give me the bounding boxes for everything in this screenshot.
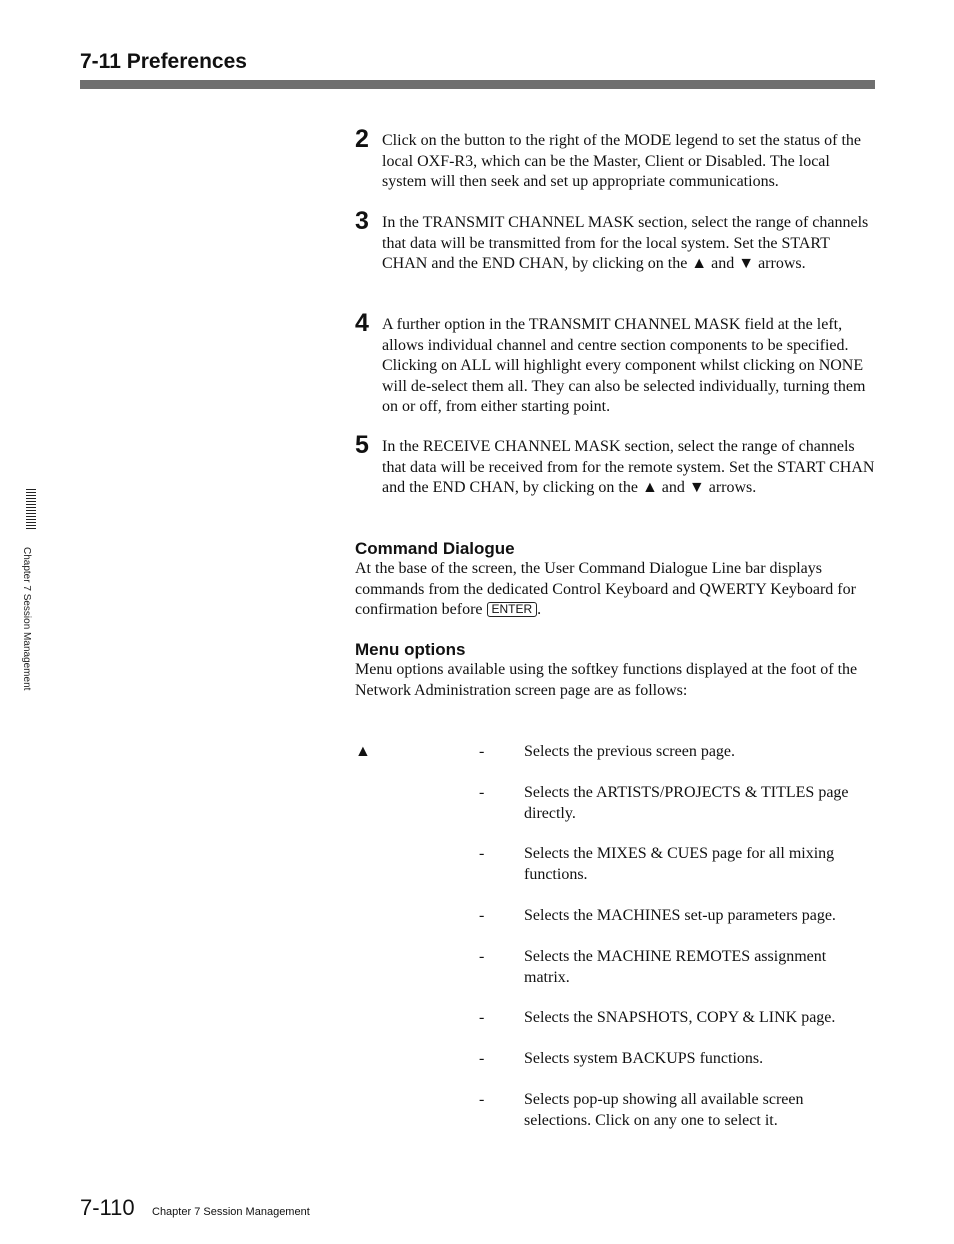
menu-dash: - xyxy=(479,1009,485,1026)
step-text: In the RECEIVE CHANNEL MASK section, select the range of channels that data will be received from for the remote system. Set the START CHAN and the END CHAN, by clicking on the ▲ and ▼ arrows. xyxy=(382,438,875,496)
step-number: 3 xyxy=(355,207,369,235)
menu-description: Selects the previous screen page. xyxy=(524,743,736,760)
footer-chapter: Chapter 7 Session Management xyxy=(152,1206,310,1218)
menu-description: Selects pop-up showing all available screen selections. Click on any one to select it. xyxy=(524,1091,804,1129)
up-arrow-icon: ▲ xyxy=(355,743,371,760)
step-5 xyxy=(355,431,875,499)
menu-dash: - xyxy=(479,845,485,862)
step-4 xyxy=(355,309,875,418)
command-dialogue-heading: Command Dialogue xyxy=(355,539,515,558)
step-3 xyxy=(355,207,875,275)
command-dialogue-text-before: At the base of the screen, the User Command Dialogue Line bar displays commands from the dedicated Control Keyboard and QWERTY Keyboard for confirmation before xyxy=(355,560,856,618)
menu-description: Selects the MACHINES set-up parameters page. xyxy=(524,907,836,924)
menu-description: Selects system BACKUPS functions. xyxy=(524,1050,764,1067)
menu-options-heading: Menu options xyxy=(355,640,466,659)
step-number: 5 xyxy=(355,431,369,459)
chapter-tab-marker xyxy=(26,489,36,531)
menu-dash: - xyxy=(479,1091,485,1108)
step-text: In the TRANSMIT CHANNEL MASK section, select the range of channels that data will be transmitted from for the local system. Set the START CHAN and the END CHAN, by clicking on the ▲ and ▼ arrows. xyxy=(382,214,869,272)
step-text: Click on the button to the right of the MODE legend to set the status of the local OXF-R3, which can be the Master, Client or Disabled. The local system will then seek and set up appropriate communications. xyxy=(382,132,862,190)
menu-description: Selects the MACHINE REMOTES assignment matrix. xyxy=(524,948,827,986)
command-dialogue-text-after: . xyxy=(537,601,542,618)
menu-description: Selects the SNAPSHOTS, COPY & LINK page. xyxy=(524,1009,836,1026)
menu-dash: - xyxy=(479,743,485,760)
header-rule xyxy=(80,80,875,89)
section-title: 7-11 Preferences xyxy=(80,50,247,73)
menu-dash: - xyxy=(479,1050,485,1067)
menu-description: Selects the ARTISTS/PROJECTS & TITLES page directly. xyxy=(524,784,849,822)
chapter-side-label: Chapter 7 Session Management xyxy=(21,547,32,691)
menu-options-intro: Menu options available using the softkey functions displayed at the foot of the Network Administration screen page are as follows: xyxy=(355,661,858,699)
menu-description: Selects the MIXES & CUES page for all mixing functions. xyxy=(524,845,835,883)
step-number: 2 xyxy=(355,125,369,153)
menu-dash: - xyxy=(479,907,485,924)
menu-dash: - xyxy=(479,948,485,965)
page-number: 7-110 xyxy=(80,1195,135,1220)
menu-dash: - xyxy=(479,784,485,801)
step-text: A further option in the TRANSMIT CHANNEL MASK field at the left, allows individual channel and centre section components to be specified. Clicking on ALL will highlight every component whilst clicking on NONE will de-select them all. They can also be selected individually, turning them on or off, from either starting point. xyxy=(382,316,866,415)
enter-key: ENTER xyxy=(487,602,538,617)
step-number: 4 xyxy=(355,309,369,337)
command-dialogue-text xyxy=(355,559,875,621)
step-2 xyxy=(355,125,875,193)
